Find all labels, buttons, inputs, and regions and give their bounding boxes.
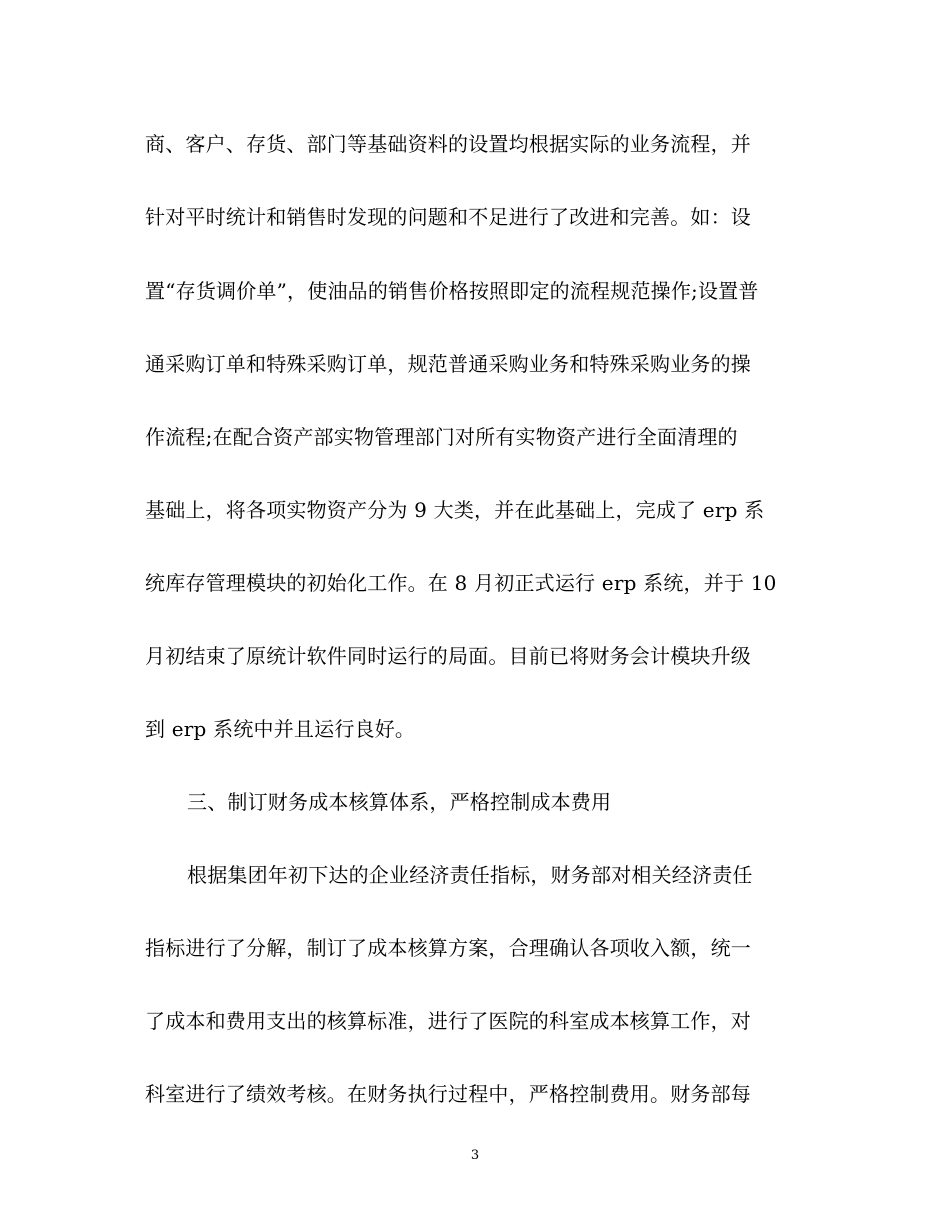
body-text-line: 根据集团年初下达的企业经济责任指标，财务部对相关经济责任: [187, 863, 753, 887]
body-text-line: 月初结束了原统计软件同时运行的局面。目前已将财务会计模块升级: [145, 644, 751, 668]
body-text-line: 商、客户、存货、部门等基础资料的设置均根据实际的业务流程，并: [145, 132, 751, 156]
body-text-line: 针对平时统计和销售时发现的问题和不足进行了改进和完善。如：设: [145, 205, 751, 229]
body-text-line: 了成本和费用支出的核算标准，进行了医院的科室成本核算工作，对: [145, 1009, 751, 1033]
section-heading: 三、制订财务成本核算体系，严格控制成本费用: [187, 790, 612, 814]
page-number: 3: [470, 1148, 480, 1163]
body-text-line: 置“存货调价单”，使油品的销售价格按照即定的流程规范操作;设置普: [145, 279, 759, 303]
body-text-line: 基础上，将各项实物资产分为 9 大类，并在此基础上，完成了 erp 系: [145, 498, 765, 522]
body-text-line: 科室进行了绩效考核。在财务执行过程中，严格控制费用。财务部每: [145, 1082, 751, 1106]
body-text-line: 统库存管理模块的初始化工作。在 8 月初正式运行 erp 系统，并于 10: [145, 571, 777, 595]
body-text-line: 到 erp 系统中并且运行良好。: [145, 717, 416, 741]
body-text-line: 通采购订单和特殊采购订单，规范普通采购业务和特殊采购业务的操: [145, 352, 751, 376]
body-text-line: 作流程;在配合资产部实物管理部门对所有实物资产进行全面清理的: [145, 425, 738, 449]
body-text-line: 指标进行了分解，制订了成本核算方案，合理确认各项收入额，统一: [145, 936, 751, 960]
